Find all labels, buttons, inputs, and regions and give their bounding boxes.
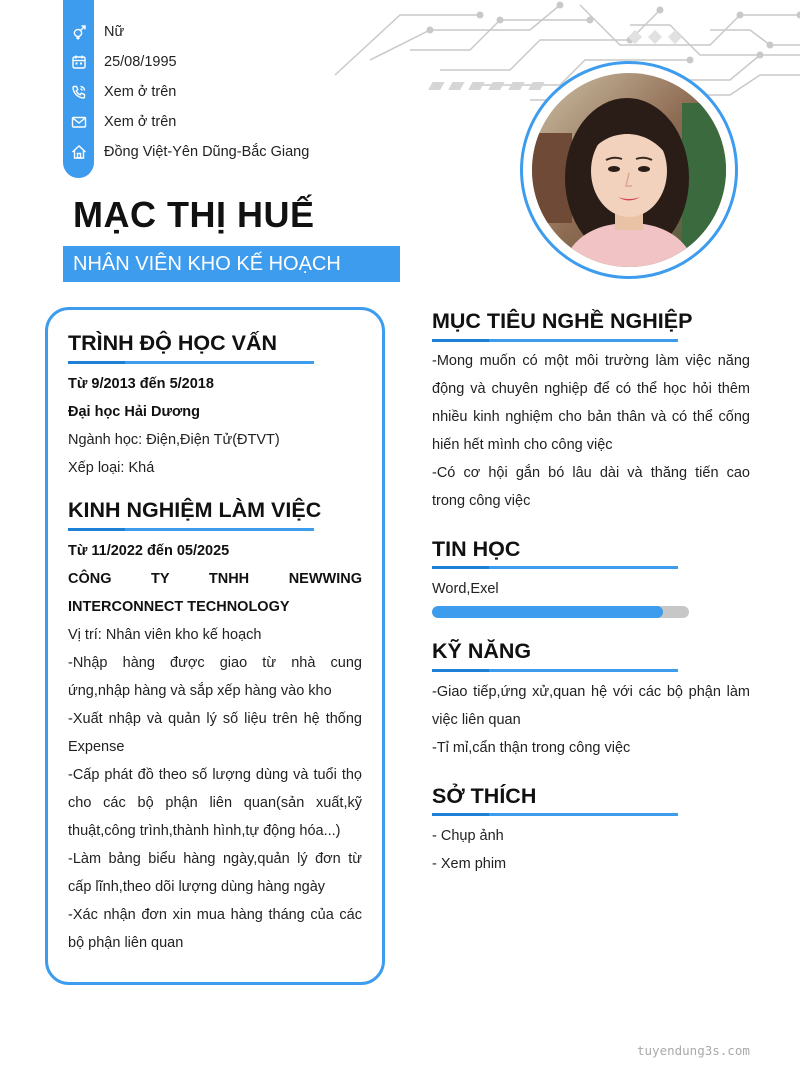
obj-line: hiến hết mình cho công việc: [432, 437, 613, 453]
email-text: Xem ở trên: [104, 114, 177, 130]
birthday-text: 25/08/1995: [104, 54, 177, 70]
obj-line: -Mong muốn có một môi trường làm việc năng: [432, 353, 750, 369]
calendar-icon: [63, 54, 94, 70]
education-school: Đại học Hải Dương: [68, 404, 200, 420]
contact-birthday: [63, 47, 177, 77]
exp-line: Vị trí: Nhân viên kho kế hoạch: [68, 627, 262, 643]
contact-gender: [63, 17, 124, 47]
gender-text: Nữ: [104, 24, 125, 40]
exp-line: cấp lĩnh,theo dõi lượng dùng hàng ngày: [68, 879, 326, 895]
experience-period: Từ 11/2022 đến 05/2025: [68, 543, 230, 559]
phone-icon: [63, 84, 94, 100]
it-skill-bar-fill: [432, 606, 663, 618]
hobbies-title: SỞ THÍCH: [432, 784, 537, 808]
exp-line: -Làm bảng biểu hàng ngày,quản lý đơn từ: [68, 851, 362, 867]
education-major: Ngành học: Điện,Điện Tử(ĐTVT): [68, 432, 280, 448]
objective-underline: [432, 339, 678, 342]
education-grade: Xếp loại: Khá: [68, 460, 155, 476]
experience-company-line2: INTERCONNECT TECHNOLOGY: [68, 599, 290, 615]
exp-line: -Nhập hàng được giao từ nhà cung: [68, 655, 362, 671]
experience-company-line1: CÔNG TY TNHH NEWWING: [68, 571, 362, 587]
hobby-line: - Chụp ảnh: [432, 828, 504, 844]
exp-line: thuật,công trình,thành hình,tự động hóa...): [68, 823, 341, 839]
obj-line: động và chuyên nghiệp để có thể học hỏi thêm: [432, 381, 750, 397]
mail-icon: [63, 114, 94, 130]
exp-line: -Xuất nhập và quản lý số liệu trên hệ thống: [68, 711, 362, 727]
it-underline: [432, 566, 678, 569]
skill-line: -Tỉ mỉ,cẩn thận trong công việc: [432, 740, 631, 756]
it-skill: Word,Exel: [432, 581, 499, 597]
education-title: TRÌNH ĐỘ HỌC VẤN: [68, 331, 278, 355]
education-underline: [68, 361, 314, 364]
obj-line: nhiều kinh nghiệm cho bản thân và có thể cống: [432, 409, 750, 425]
gender-icon: [63, 24, 94, 40]
exp-line: -Cấp phát đồ theo số lượng dùng và tuổi thọ: [68, 767, 362, 783]
exp-line: Expense: [68, 739, 125, 755]
skills-underline: [432, 669, 678, 672]
objective-title: MỤC TIÊU NGHỀ NGHIỆP: [432, 309, 693, 333]
exp-line: cho các bộ phận liên quan(sản xuất,kỹ: [68, 795, 362, 811]
home-icon: [63, 144, 94, 160]
address-text: Đồng Việt-Yên Dũng-Bắc Giang: [104, 144, 310, 160]
obj-line: -Có cơ hội gắn bó lâu dài và thăng tiến cao: [432, 465, 750, 481]
exp-line: bộ phận liên quan: [68, 935, 184, 951]
education-period: Từ 9/2013 đến 5/2018: [68, 376, 214, 392]
experience-title: KINH NGHIỆM LÀM VIỆC: [68, 498, 322, 522]
experience-underline: [68, 528, 314, 531]
obj-line: trong công việc: [432, 493, 531, 509]
contact-email: [63, 107, 176, 137]
exp-line: -Xác nhận đơn xin mua hàng tháng của các: [68, 907, 362, 923]
it-skill-bar: [432, 606, 689, 618]
skill-line: việc liên quan: [432, 712, 521, 728]
contact-address: [63, 137, 309, 167]
watermark: tuyendung3s.com: [637, 1043, 750, 1058]
phone-text: Xem ở trên: [104, 84, 177, 100]
avatar: [532, 73, 726, 267]
it-title: TIN HỌC: [432, 537, 521, 561]
hobby-line: - Xem phim: [432, 856, 507, 872]
exp-line: ứng,nhập hàng và sắp xếp hàng vào kho: [68, 683, 332, 699]
skill-line: -Giao tiếp,ứng xử,quan hệ với các bộ phận làm: [432, 684, 750, 700]
contact-phone: [63, 77, 176, 107]
candidate-name: MẠC THỊ HUẾ: [73, 194, 315, 235]
hobbies-underline: [432, 813, 678, 816]
job-title: NHÂN VIÊN KHO KẾ HOẠCH: [63, 246, 400, 282]
skills-title: KỸ NĂNG: [432, 639, 532, 663]
